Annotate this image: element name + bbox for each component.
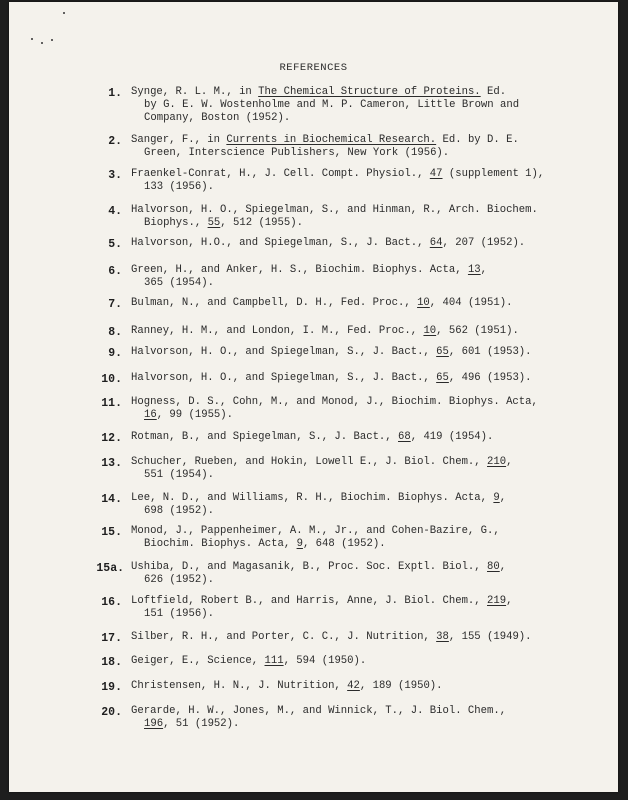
text-segment: Halvorson, H. O., and Spiegelman, S., J. Bact., <box>131 346 437 358</box>
reference-number: 19. <box>101 681 122 694</box>
reference-line <box>131 112 601 125</box>
reference-line <box>131 595 601 608</box>
reference-text <box>131 595 601 621</box>
reference-line <box>131 86 601 99</box>
text-segment: Halvorson, H.O., and Spiegelman, S., J. Bact., <box>131 237 430 249</box>
text-segment: , 512 (1955). <box>220 217 303 229</box>
reference-text <box>131 396 601 422</box>
reference-line <box>131 237 601 250</box>
text-segment: , 155 (1949). <box>448 631 532 643</box>
reference-number: 15a. <box>96 562 124 575</box>
reference-text <box>131 631 601 644</box>
reference-text <box>131 680 601 693</box>
underlined-segment: 9 <box>296 538 303 550</box>
reference-text <box>131 325 601 338</box>
text-segment: Halvorson, H. O., Spiegelman, S., and Hinman, R., Arch. Biochem. <box>131 204 538 216</box>
text-segment: , 51 (1952). <box>163 718 240 730</box>
reference-line <box>131 372 601 385</box>
reference-number: 12. <box>101 432 122 445</box>
text-segment: Bulman, N., and Campbell, D. H., Fed. Proc., <box>131 297 418 309</box>
underlined-segment: Currents in Biochemical Research. <box>226 134 437 146</box>
underlined-segment: 111 <box>264 655 284 667</box>
reference-line <box>131 277 601 290</box>
text-segment: Loftfield, Robert B., and Harris, Anne, J. Biol. Chem., <box>131 595 488 607</box>
text-segment: Hogness, D. S., Cohn, M., and Monod, J., Biochim. Biophys. Acta, <box>131 396 538 408</box>
underlined-segment: 10 <box>417 297 430 309</box>
text-segment: Green, H., and Anker, H. S., Biochim. Biophys. Acta, <box>131 264 468 276</box>
text-segment: Sanger, F., in <box>131 134 227 146</box>
reference-line <box>131 134 601 147</box>
underlined-segment: 55 <box>207 217 221 229</box>
reference-text <box>131 346 601 359</box>
underlined-segment: 42 <box>347 680 360 692</box>
text-segment: , 594 (1950). <box>283 655 367 667</box>
underlined-segment: 9 <box>493 492 500 504</box>
reference-line <box>131 456 601 469</box>
text-segment: , 404 (1951). <box>429 297 513 309</box>
reference-line <box>131 431 601 444</box>
reference-line <box>131 147 601 160</box>
underlined-segment: 16 <box>144 409 157 421</box>
reference-line <box>131 538 601 551</box>
text-segment: Rotman, B., and Spiegelman, S., J. Bact., <box>131 431 399 443</box>
text-segment: by G. E. W. Wostenholme and M. P. Cameron, Little Brown and <box>144 99 520 111</box>
reference-list <box>9 2 618 792</box>
text-segment: 151 (1956). <box>144 608 214 620</box>
reference-line <box>131 181 601 194</box>
reference-line <box>131 608 601 621</box>
reference-line <box>131 168 601 181</box>
reference-number: 3. <box>108 169 122 182</box>
reference-number: 11. <box>101 397 122 410</box>
reference-number: 18. <box>101 656 122 669</box>
text-segment: Gerarde, H. W., Jones, M., and Winnick, T., J. Biol. Chem., <box>131 705 507 717</box>
underlined-segment: 210 <box>487 456 507 468</box>
text-segment: Schucher, Rueben, and Hokin, Lowell E., J. Biol. Chem., <box>131 456 488 468</box>
reference-line <box>131 492 601 505</box>
page-title: REFERENCES <box>279 62 348 74</box>
document-page <box>9 2 618 792</box>
reference-number: 6. <box>108 265 122 278</box>
reference-line <box>131 655 601 668</box>
text-segment: Geiger, E., Science, <box>131 655 265 667</box>
reference-line <box>131 409 601 422</box>
reference-number: 15. <box>101 526 122 539</box>
text-segment: Ushiba, D., and Magasanik, B., Proc. Soc. Exptl. Biol., <box>131 561 488 573</box>
underlined-segment: 13 <box>467 264 481 276</box>
underlined-segment: 10 <box>423 325 437 337</box>
reference-text <box>131 237 601 250</box>
reference-line <box>131 574 601 587</box>
reference-number: 16. <box>101 596 122 609</box>
underlined-segment: 65 <box>436 372 449 384</box>
underlined-segment: 219 <box>487 595 507 607</box>
text-segment: , <box>480 264 488 276</box>
underlined-segment: 80 <box>487 561 500 573</box>
text-segment: Company, Boston (1952). <box>144 112 291 124</box>
text-segment: 365 (1954). <box>144 277 214 289</box>
underlined-segment: 64 <box>429 237 443 249</box>
text-segment: Ed. <box>480 86 507 98</box>
text-segment: Lee, N. D., and Williams, R. H., Biochim. Biophys. Acta, <box>131 492 494 504</box>
reference-text <box>131 705 601 731</box>
reference-line <box>131 99 601 112</box>
underlined-segment: 196 <box>144 718 164 730</box>
reference-number: 2. <box>108 135 122 148</box>
reference-number: 8. <box>108 326 122 339</box>
reference-text <box>131 655 601 668</box>
text-segment: Monod, J., Pappenheimer, A. M., Jr., and Cohen-Bazire, G., <box>131 525 500 537</box>
reference-line <box>131 297 601 310</box>
text-segment: 626 (1952). <box>144 574 214 586</box>
text-segment: Biochim. Biophys. Acta, <box>144 538 297 550</box>
reference-line <box>131 264 601 277</box>
reference-number: 9. <box>108 347 122 360</box>
reference-number: 4. <box>108 205 122 218</box>
reference-number: 5. <box>108 238 122 251</box>
reference-line <box>131 396 601 409</box>
text-segment: , 648 (1952). <box>302 538 386 550</box>
text-segment: , 99 (1955). <box>156 409 234 421</box>
reference-text <box>131 264 601 290</box>
reference-number: 1. <box>108 87 122 100</box>
reference-text <box>131 561 601 587</box>
text-segment: Biophys., <box>144 217 208 229</box>
reference-line <box>131 525 601 538</box>
reference-number: 10. <box>101 373 122 386</box>
reference-text <box>131 525 601 551</box>
text-segment: , <box>499 561 507 573</box>
reference-text <box>131 297 601 310</box>
text-segment: , 601 (1953). <box>448 346 532 358</box>
underlined-segment: The Chemical Structure of Proteins. <box>258 86 481 98</box>
reference-text <box>131 431 601 444</box>
reference-line <box>131 346 601 359</box>
reference-line <box>131 505 601 518</box>
text-segment: (supplement 1), <box>442 168 545 180</box>
reference-text <box>131 372 601 385</box>
text-segment: , 562 (1951). <box>436 325 519 337</box>
text-segment: 551 (1954). <box>144 469 214 481</box>
text-segment: Halvorson, H. O., and Spiegelman, S., J. Bact., <box>131 372 437 384</box>
text-segment: 698 (1952). <box>144 505 214 517</box>
text-segment: Synge, R. L. M., in <box>131 86 259 98</box>
reference-line <box>131 680 601 693</box>
reference-line <box>131 469 601 482</box>
reference-line <box>131 561 601 574</box>
reference-line <box>131 705 601 718</box>
reference-number: 14. <box>101 493 122 506</box>
reference-number: 7. <box>108 298 122 311</box>
reference-text <box>131 456 601 482</box>
text-segment: , 189 (1950). <box>359 680 443 692</box>
text-segment: Fraenkel-Conrat, H., J. Cell. Compt. Physiol., <box>131 168 430 180</box>
text-segment: Silber, R. H., and Porter, C. C., J. Nutrition, <box>131 631 437 643</box>
underlined-segment: 65 <box>436 346 449 358</box>
reference-line <box>131 631 601 644</box>
text-segment: , <box>506 456 513 468</box>
reference-line <box>131 217 601 230</box>
text-segment: , <box>506 595 513 607</box>
underlined-segment: 47 <box>429 168 443 180</box>
text-segment: Green, Interscience Publishers, New York (1956). <box>144 147 450 159</box>
reference-number: 13. <box>101 457 122 470</box>
text-segment: Ed. by D. E. <box>436 134 519 146</box>
text-segment: Christensen, H. N., J. Nutrition, <box>131 680 348 692</box>
text-segment: , 419 (1954). <box>410 431 494 443</box>
reference-number: 17. <box>101 632 122 645</box>
underlined-segment: 38 <box>436 631 449 643</box>
reference-number: 20. <box>101 706 122 719</box>
text-segment: 133 (1956). <box>144 181 214 193</box>
reference-line <box>131 204 601 217</box>
text-segment: , <box>499 492 507 504</box>
reference-text <box>131 492 601 518</box>
reference-line <box>131 718 601 731</box>
reference-text <box>131 134 601 160</box>
text-segment: Ranney, H. M., and London, I. M., Fed. Proc., <box>131 325 424 337</box>
reference-line <box>131 325 601 338</box>
reference-text <box>131 86 601 125</box>
reference-text <box>131 204 601 230</box>
reference-text <box>131 168 601 194</box>
text-segment: , 496 (1953). <box>448 372 532 384</box>
underlined-segment: 68 <box>398 431 411 443</box>
text-segment: , 207 (1952). <box>442 237 526 249</box>
